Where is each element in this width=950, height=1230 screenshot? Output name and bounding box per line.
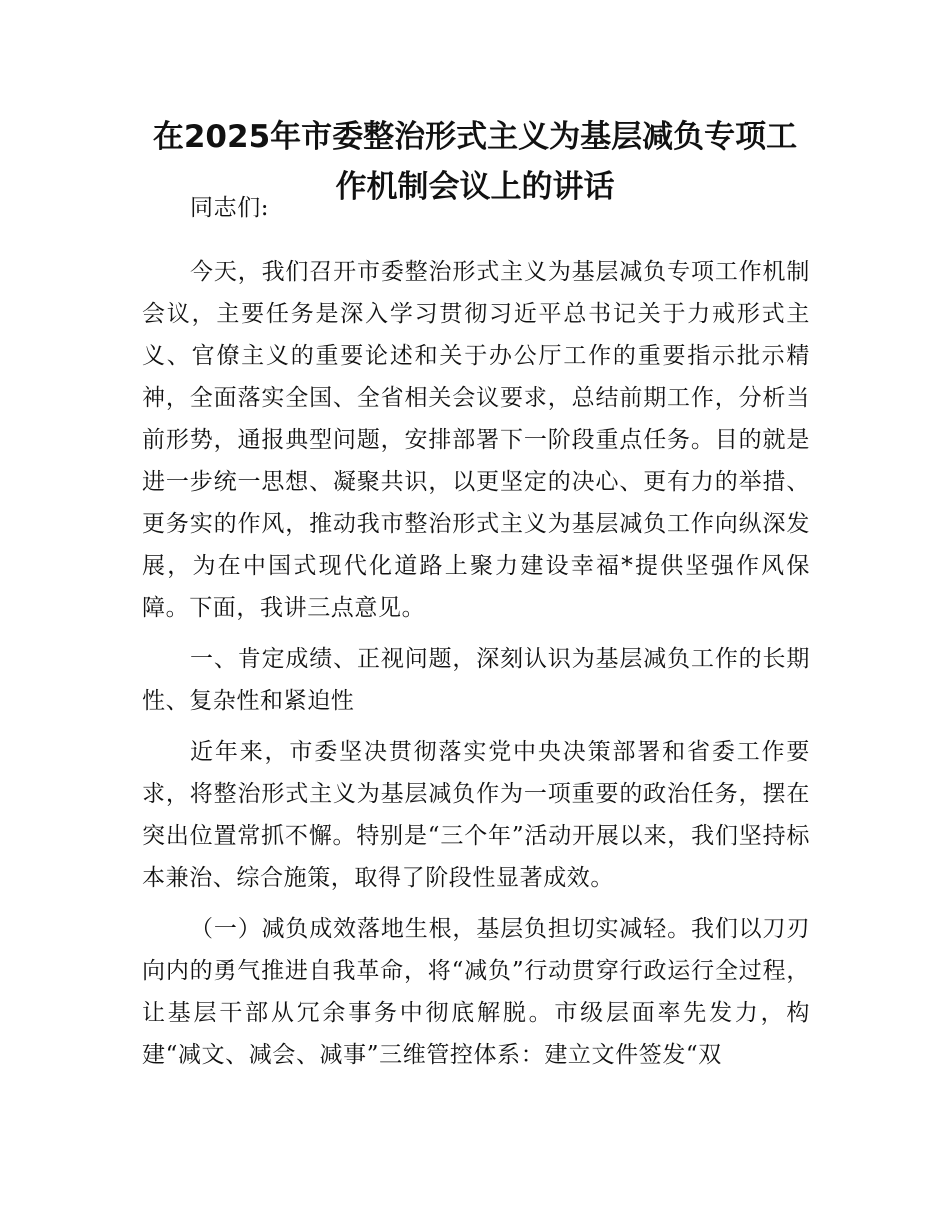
subsection-paragraph [142,908,810,1076]
salutation: 同志们: [190,195,270,221]
subsection-text: 减负成效落地生根，基层负担切实减轻。我们以刀刃向内的勇气推进自我革命，将“减负”行动贯穿行政运行全过程，让基层干部从冗余事务中彻底解脱。市级层面率先发力，构建“减文、减会、减事”三维管控体系：建立文件签发“双 [142,916,810,1068]
document-title: 在2025年市委整治形式主义为基层减负专项工作机制会议上的讲话 [152,119,798,205]
section-paragraph: 近年来，市委坚决贯彻落实党中央决策部署和省委工作要求，将整治形式主义为基层减负作为一项重要的政治任务，摆在突出位置常抓不懈。特别是“三个年”活动开展以来，我们坚持标本兼治、综合施策，取得了阶段性显著成效。 [142,739,810,891]
subsection-marker: （一） [190,916,262,942]
section-heading: 一、肯定成绩、正视问题，深刻认识为基层减负工作的长期性、复杂性和紧迫性 [142,646,810,714]
intro-paragraph: 今天，我们召开市委整治形式主义为基层减负专项工作机制会议，主要任务是深入学习贯彻习近平总书记关于力戒形式主义、官僚主义的重要论述和关于办公厅工作的重要指示批示精神，全面落实全国、全省相关会议要求，总结前期工作，分析当前形势，通报典型问题，安排部署下一阶段重点任务。目的就是进一步统一思想、凝聚共识，以更坚定的决心、更有力的举措、更务实的作风，推动我市整治形式主义为基层减负工作向纵深发展，为在中国式现代化道路上聚力建设幸福*提供坚强作风保障。下面，我讲三点意见。 [142,259,810,621]
document-body [142,187,810,1085]
